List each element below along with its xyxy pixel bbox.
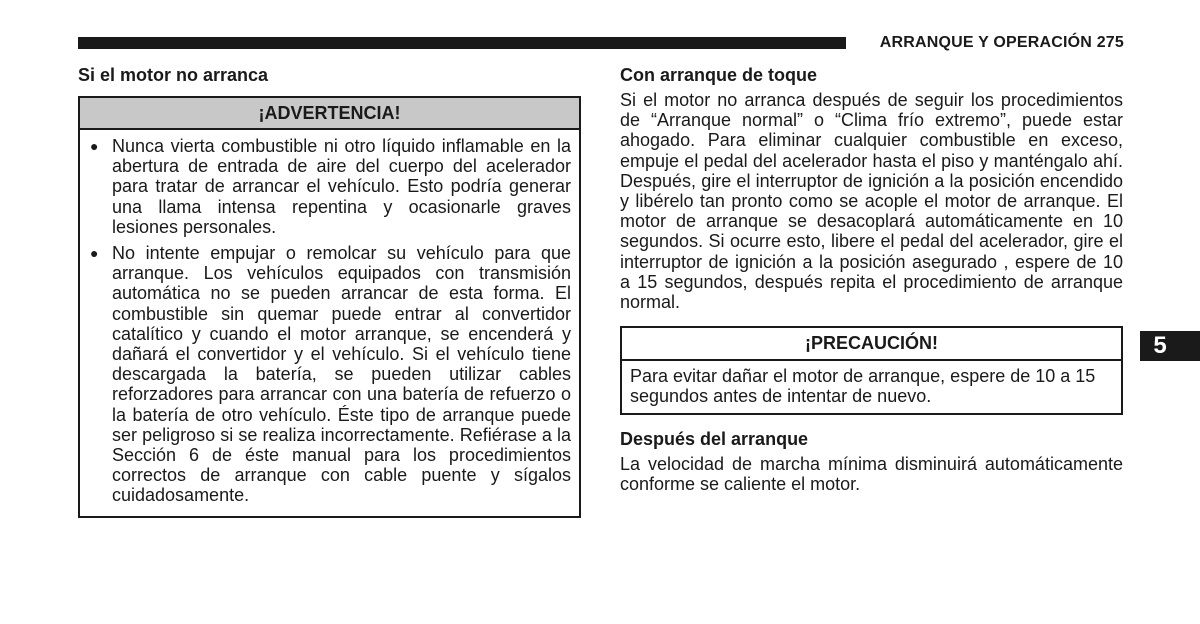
paragraph-after-start: La velocidad de marcha mínima disminuirá automáticamente conforme se caliente el motor.	[620, 453, 1123, 494]
running-header: ARRANQUE Y OPERACIÓN 275	[879, 34, 1124, 51]
warning-item	[90, 243, 571, 506]
bullet-icon: ●	[90, 245, 99, 262]
left-column	[78, 64, 581, 518]
section-heading-after-start: Después del arranque	[620, 428, 809, 449]
section-heading-no-start: Si el motor no arranca	[78, 65, 269, 85]
bullet-icon: ●	[90, 138, 99, 154]
warning-box	[78, 96, 581, 518]
caution-text: Para evitar dañar el motor de arranque, espere de 10 a 15 segundos antes de intentar de nuevo.	[630, 366, 1096, 407]
warning-item-text: Nunca vierta combustible ni otro líquido inflamable en la abertura de entrada de aire del cuerpo del acelerador para tratar de arrancar el vehículo. Esto podría generar una llama intensa repentina y ocasionarle graves lesiones personales.	[112, 136, 571, 237]
paragraph-touch-start: Si el motor no arranca después de seguir los procedimientos de “Arranque normal” o “Clima frío extremo”, puede estar ahogado. Para eliminar cualquier combustible en exceso, empuje el pedal del acelerador hasta el piso y manténgalo ahí. Después, gire el interruptor de ignición a la posición encendido y libérelo tan pronto como se acople el motor de arranque. El motor de arranque se desacoplará automáticamente en 10 segundos. Si ocurre esto, libere el pedal del acelerador, gire el interruptor de ignición a la posición asegurado , espere de 10 a 15 segundos, después repita el procedimiento de arranque normal.	[620, 90, 1123, 313]
warning-item-text: No intente empujar o remolcar su vehículo para que arranque. Los vehículos equipados con transmisión automática no se pueden arrancar de esta forma. El combustible sin quemar puede entrar al convertidor catalítico y cuando el motor arranque, se encenderá y dañará el convertidor y el vehículo. Si el vehículo tiene descargada la batería, se pueden utilizar cables reforzadores para arrancar con una batería de refuerzo o la batería de otro vehículo. Éste tipo de arranque puede ser peligroso si se realiza incorrectamente. Refiérase a la Sección 6 de éste manual para los procedimientos correctos de arranque con cable puente y sígalos cuidadosamente.	[112, 243, 571, 506]
header-rule	[78, 37, 846, 49]
warning-title: ¡ADVERTENCIA!	[80, 98, 579, 130]
section-heading-touch-start: Con arranque de toque	[620, 65, 818, 85]
warning-list	[80, 130, 579, 516]
right-column	[620, 64, 1123, 494]
caution-title: ¡PRECAUCIÓN!	[622, 328, 1121, 361]
caution-box	[620, 326, 1123, 414]
chapter-tab: 5	[1140, 331, 1200, 361]
warning-item	[90, 136, 571, 237]
